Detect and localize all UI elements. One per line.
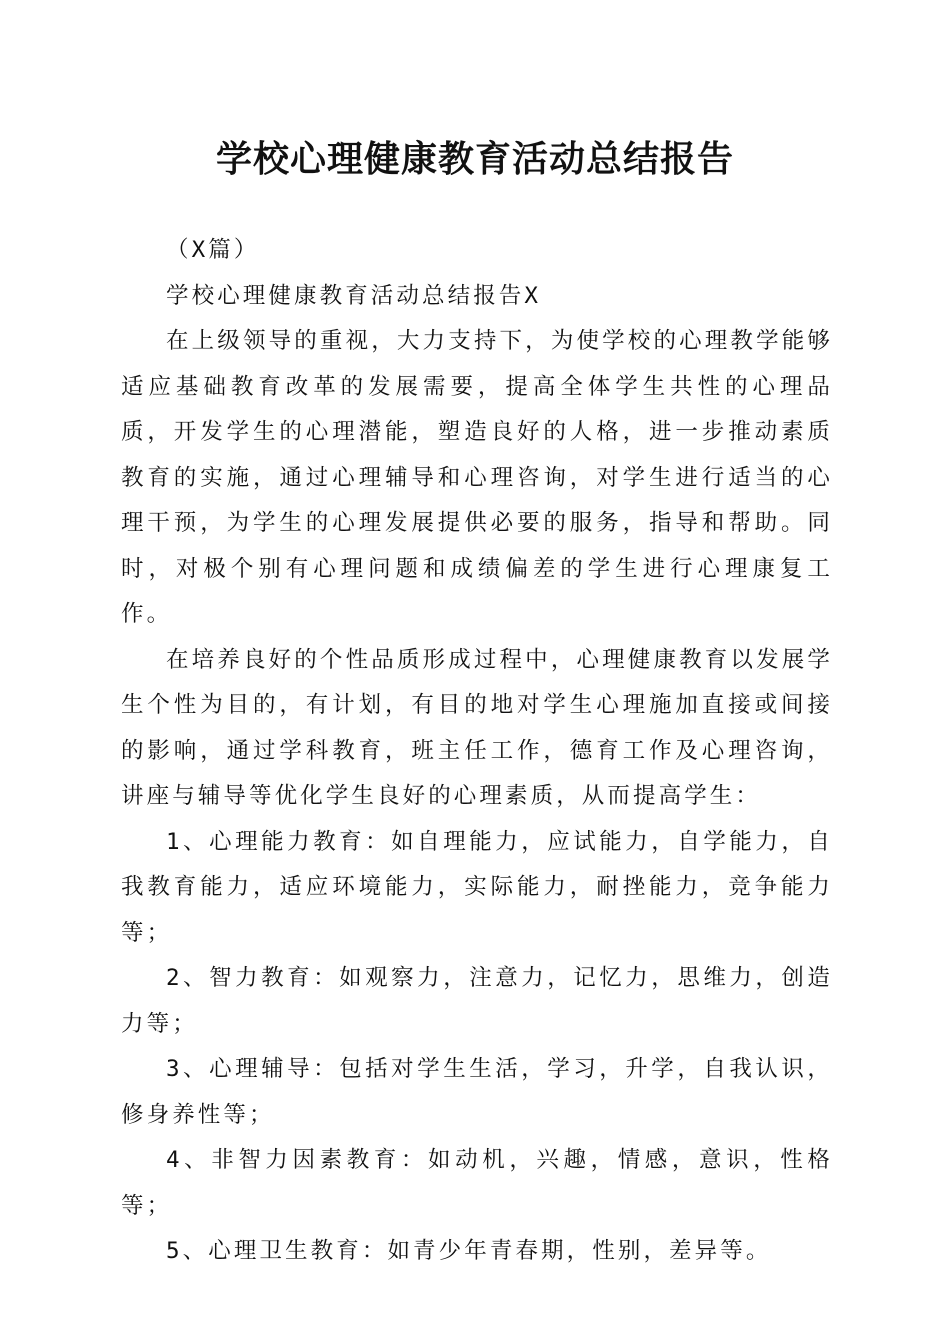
document-body <box>121 228 833 1275</box>
list-item-5: 5、心理卫生教育：如青少年青春期，性别，差异等。 <box>166 1238 772 1264</box>
list-item-3: 3、心理辅导：包括对学生生活，学习，升学，自我认识，修身养性等； <box>121 1056 833 1128</box>
list-item-4: 4、非智力因素教育：如动机，兴趣，情感，意识，性格等； <box>121 1147 833 1219</box>
list-item-2: 2、智力教育：如观察力，注意力，记忆力，思维力，创造力等； <box>121 965 833 1037</box>
paragraph-approach: 在培养良好的个性品质形成过程中，心理健康教育以发展学生个性为目的，有计划，有目的地对学生心理施加直接或间接的影响，通过学科教育，班主任工作，德育工作及心理咨询，讲座与辅导等优化学生良好的心理素质，从而提高学生： <box>121 646 833 809</box>
list-item-1: 1、心理能力教育：如自理能力，应试能力，自学能力，自我教育能力，适应环境能力，实际能力，耐挫能力，竞争能力等； <box>121 828 833 946</box>
paragraph-part-label: （X篇） <box>166 237 260 263</box>
paragraph-subtitle: 学校心理健康教育活动总结报告X <box>166 282 542 309</box>
paragraph-intro: 在上级领导的重视，大力支持下，为使学校的心理教学能够适应基础教育改革的发展需要，提高全体学生共性的心理品质，开发学生的心理潜能，塑造良好的人格，进一步推动素质教育的实施，通过心理辅导和心理咨询，对学生进行适当的心理干预，为学生的心理发展提供必要的服务，指导和帮助。同时，对极个别有心理问题和成绩偏差的学生进行心理康复工作。 <box>121 328 833 627</box>
document-title: 学校心理健康教育活动总结报告 <box>215 138 734 180</box>
